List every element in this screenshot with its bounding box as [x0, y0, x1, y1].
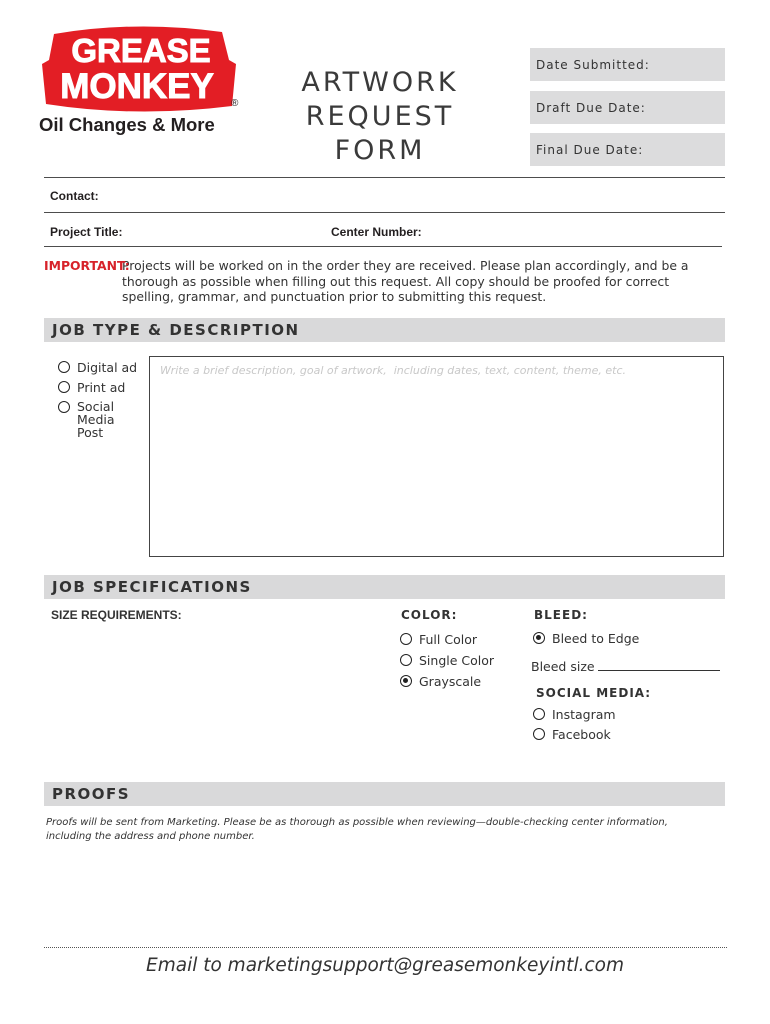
logo-wordmark-grease: GREASE [71, 32, 211, 69]
radio-button[interactable] [400, 654, 412, 666]
project-title-label: Project Title: [50, 225, 123, 239]
contact-field-line[interactable] [44, 212, 725, 213]
option-label: Grayscale [419, 674, 482, 689]
size-requirements-label: SIZE REQUIREMENTS: [51, 608, 182, 622]
color-option-grayscale[interactable] [400, 674, 481, 689]
contact-label: Contact: [50, 189, 99, 203]
social-media-label: SOCIAL MEDIA: [536, 686, 652, 700]
job-type-option-social-media-post[interactable] [58, 400, 115, 439]
radio-button[interactable] [58, 361, 70, 373]
important-text: Projects will be worked on in the order they are received. Please plan accordingly, and be a thorough as possible when filling out this request. All copy should be proofed for correct spelling, grammar, and punctuation prior to submitting this request. [122, 258, 689, 304]
bleed-label: BLEED: [534, 608, 588, 622]
radio-button-selected[interactable] [533, 632, 545, 644]
job-type-option-digital-ad[interactable] [58, 360, 137, 375]
radio-button[interactable] [533, 728, 545, 740]
option-label: Full Color [419, 632, 477, 647]
proofs-heading: PROOFS [44, 782, 725, 806]
radio-button[interactable] [400, 633, 412, 645]
social-option-facebook[interactable] [533, 727, 611, 742]
divider [44, 177, 725, 178]
date-submitted-field[interactable] [530, 48, 725, 81]
color-option-single-color[interactable] [400, 653, 494, 668]
bleed-size-label: Bleed size [531, 659, 595, 674]
option-label: Bleed to Edge [552, 631, 640, 646]
registered-mark: ® [231, 98, 239, 109]
footer-email: Email to marketingsupport@greasemonkeyintl.com [146, 955, 624, 976]
option-label: Digital ad [77, 360, 138, 375]
draft-due-date-label: Draft Due Date: [536, 101, 646, 115]
color-label: COLOR: [401, 608, 458, 622]
important-notice [44, 258, 724, 305]
date-submitted-label: Date Submitted: [536, 58, 650, 72]
job-description-input[interactable] [149, 356, 724, 557]
bleed-size-field[interactable] [598, 670, 720, 671]
option-label: Social Media Post [77, 399, 115, 440]
job-type-heading: JOB TYPE & DESCRIPTION [44, 318, 725, 342]
job-specifications-heading: JOB SPECIFICATIONS [44, 575, 725, 599]
radio-button[interactable] [58, 401, 70, 413]
final-due-date-field[interactable] [530, 133, 725, 166]
radio-button[interactable] [533, 708, 545, 720]
center-number-label: Center Number: [331, 225, 422, 239]
option-label: Instagram [552, 707, 616, 722]
title-line-2: REQUEST FORM [305, 101, 455, 166]
final-due-date-label: Final Due Date: [536, 143, 644, 157]
important-label: IMPORTANT: [44, 258, 130, 273]
logo-tagline: Oil Changes & More [39, 114, 215, 135]
draft-due-date-field[interactable] [530, 91, 725, 124]
project-field-line[interactable] [44, 246, 722, 247]
dotted-divider [44, 947, 727, 948]
option-label: Print ad [77, 380, 126, 395]
page-title [262, 66, 498, 168]
color-option-full-color[interactable] [400, 632, 477, 647]
radio-button-selected[interactable] [400, 675, 412, 687]
grease-monkey-logo [36, 24, 246, 139]
proofs-note: Proofs will be sent from Marketing. Please be as thorough as possible when reviewing—double-checking center information, including the address and phone number. [46, 817, 668, 842]
option-label: Facebook [552, 727, 611, 742]
job-type-option-print-ad[interactable] [58, 380, 125, 395]
title-line-1: ARTWORK [301, 67, 459, 98]
option-label: Single Color [419, 653, 495, 668]
logo-wordmark-monkey: MONKEY [60, 67, 214, 106]
bleed-option-bleed-to-edge[interactable] [533, 631, 639, 646]
social-option-instagram[interactable] [533, 707, 616, 722]
radio-button[interactable] [58, 381, 70, 393]
